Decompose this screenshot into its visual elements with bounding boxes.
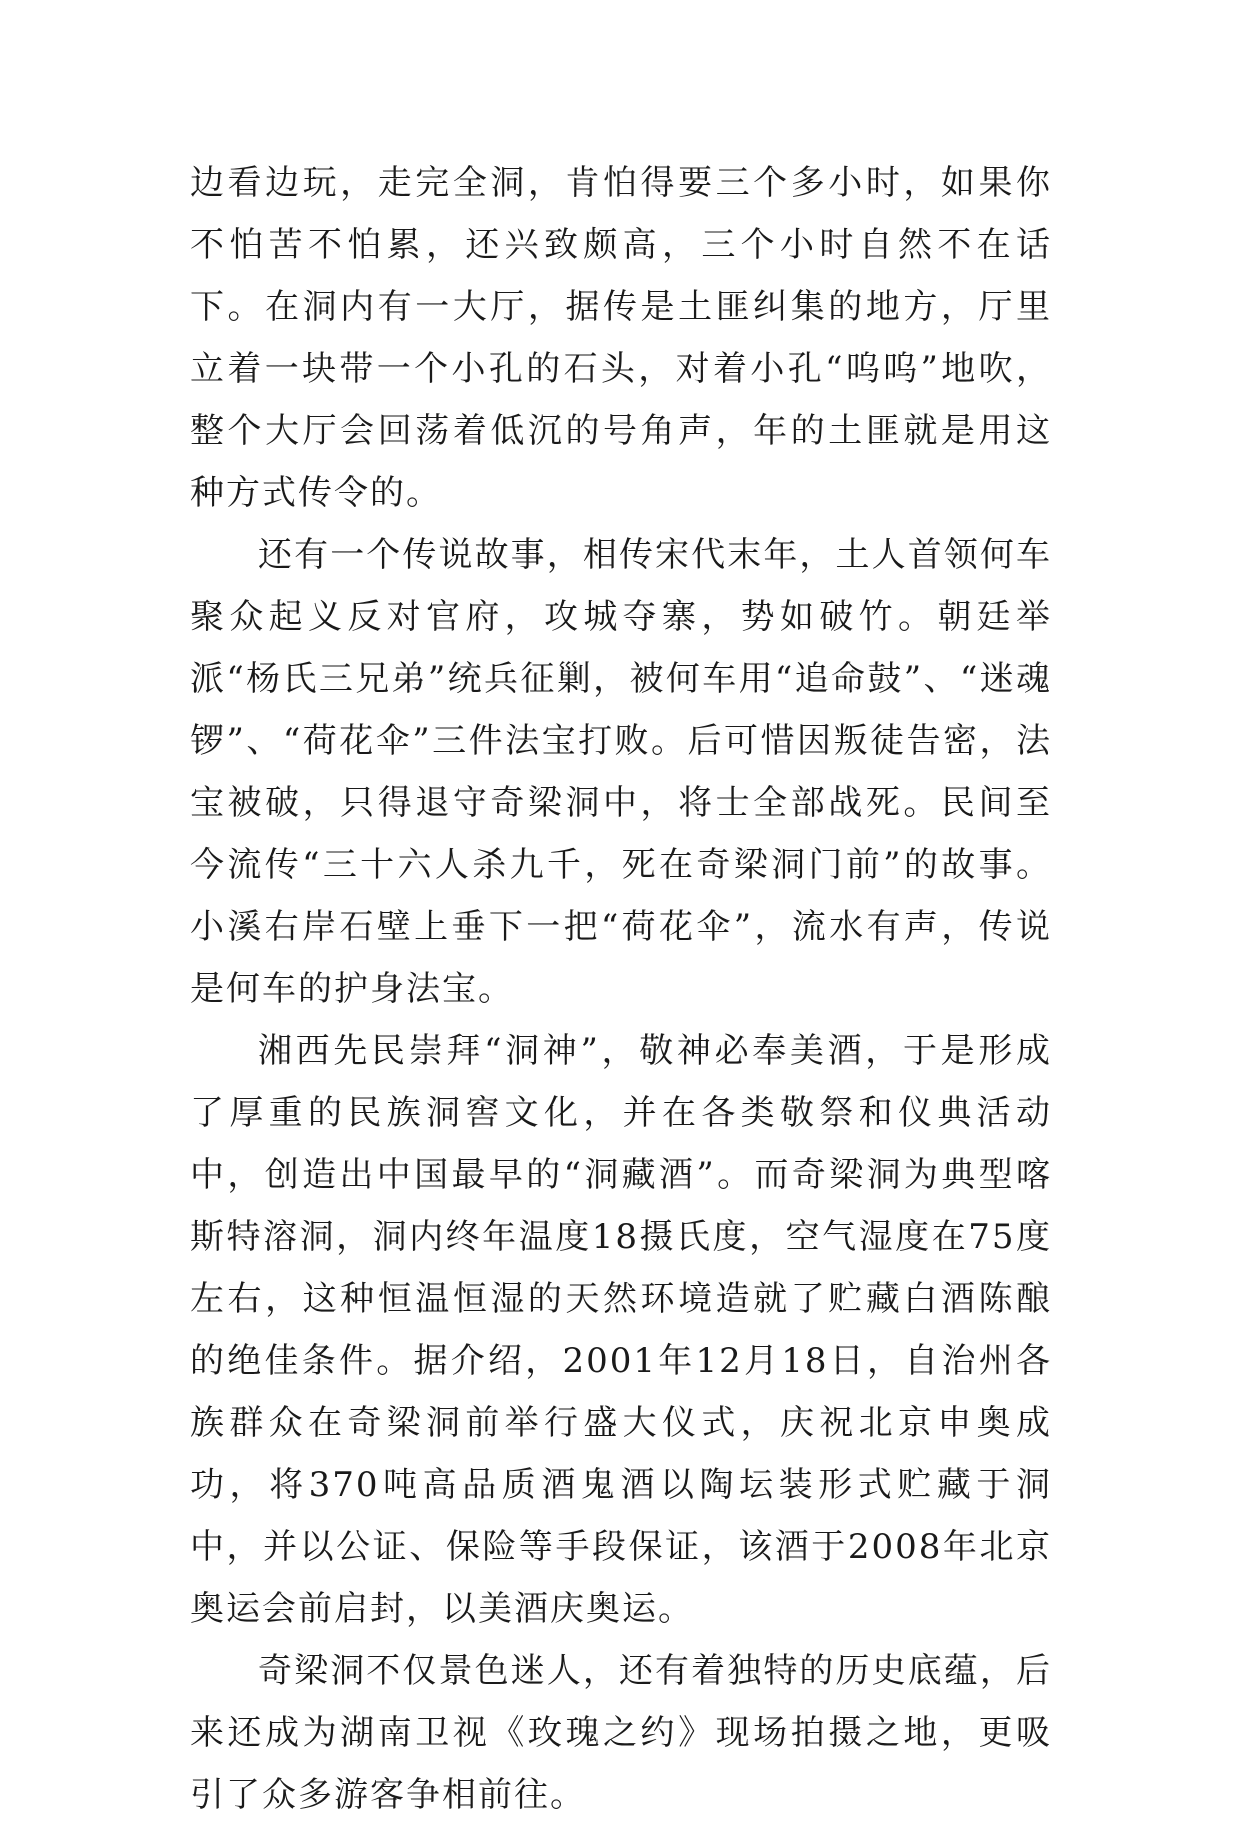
paragraph-1: 边看边玩，走完全洞，肯怕得要三个多小时，如果你不怕苦不怕累，还兴致颇高，三个小时自然不在话下。在洞内有一大厅，据传是土匪纠集的地方，厅里立着一块带一个小孔的石头，对着小孔“呜呜”地吹，整个大厅会回荡着低沉的号角声，年的土匪就是用这种方式传令的。 — [190, 163, 1052, 513]
paragraph-4: 奇梁洞不仅景色迷人，还有着独特的历史底蕴，后来还成为湖南卫视《玫瑰之约》现场拍摄之地，更吸引了众多游客争相前往。 — [190, 1651, 1052, 1815]
paragraph-2: 还有一个传说故事，相传宋代末年，土人首领何车聚众起义反对官府，攻城夺寨，势如破竹。朝廷举派“杨氏三兄弟”统兵征剿，被何车用“追命鼓”、“迷魂锣”、“荷花伞”三件法宝打败。后可惜因叛徒告密，法宝被破，只得退守奇梁洞中，将士全部战死。民间至今流传“三十六人杀九千，死在奇梁洞门前”的故事。小溪右岸石壁上垂下一把“荷花伞”，流水有声，传说是何车的护身法宝。 — [190, 535, 1052, 1009]
paragraph-3: 湘西先民崇拜“洞神”，敬神必奉美酒，于是形成了厚重的民族洞窖文化，并在各类敬祭和仪典活动中，创造出中国最早的“洞藏酒”。而奇梁洞为典型喀斯特溶洞，洞内终年温度18摄氏度，空气湿度在75度左右，这种恒温恒湿的天然环境造就了贮藏白酒陈酿的绝佳条件。据介绍，2001年12月18日，自治州各族群众在奇梁洞前举行盛大仪式，庆祝北京申奥成功，将370吨高品质酒鬼酒以陶坛装形式贮藏于洞中，并以公证、保险等手段保证，该酒于2008年北京奥运会前启封，以美酒庆奥运。 — [190, 1031, 1052, 1629]
body-text — [190, 152, 1052, 1826]
